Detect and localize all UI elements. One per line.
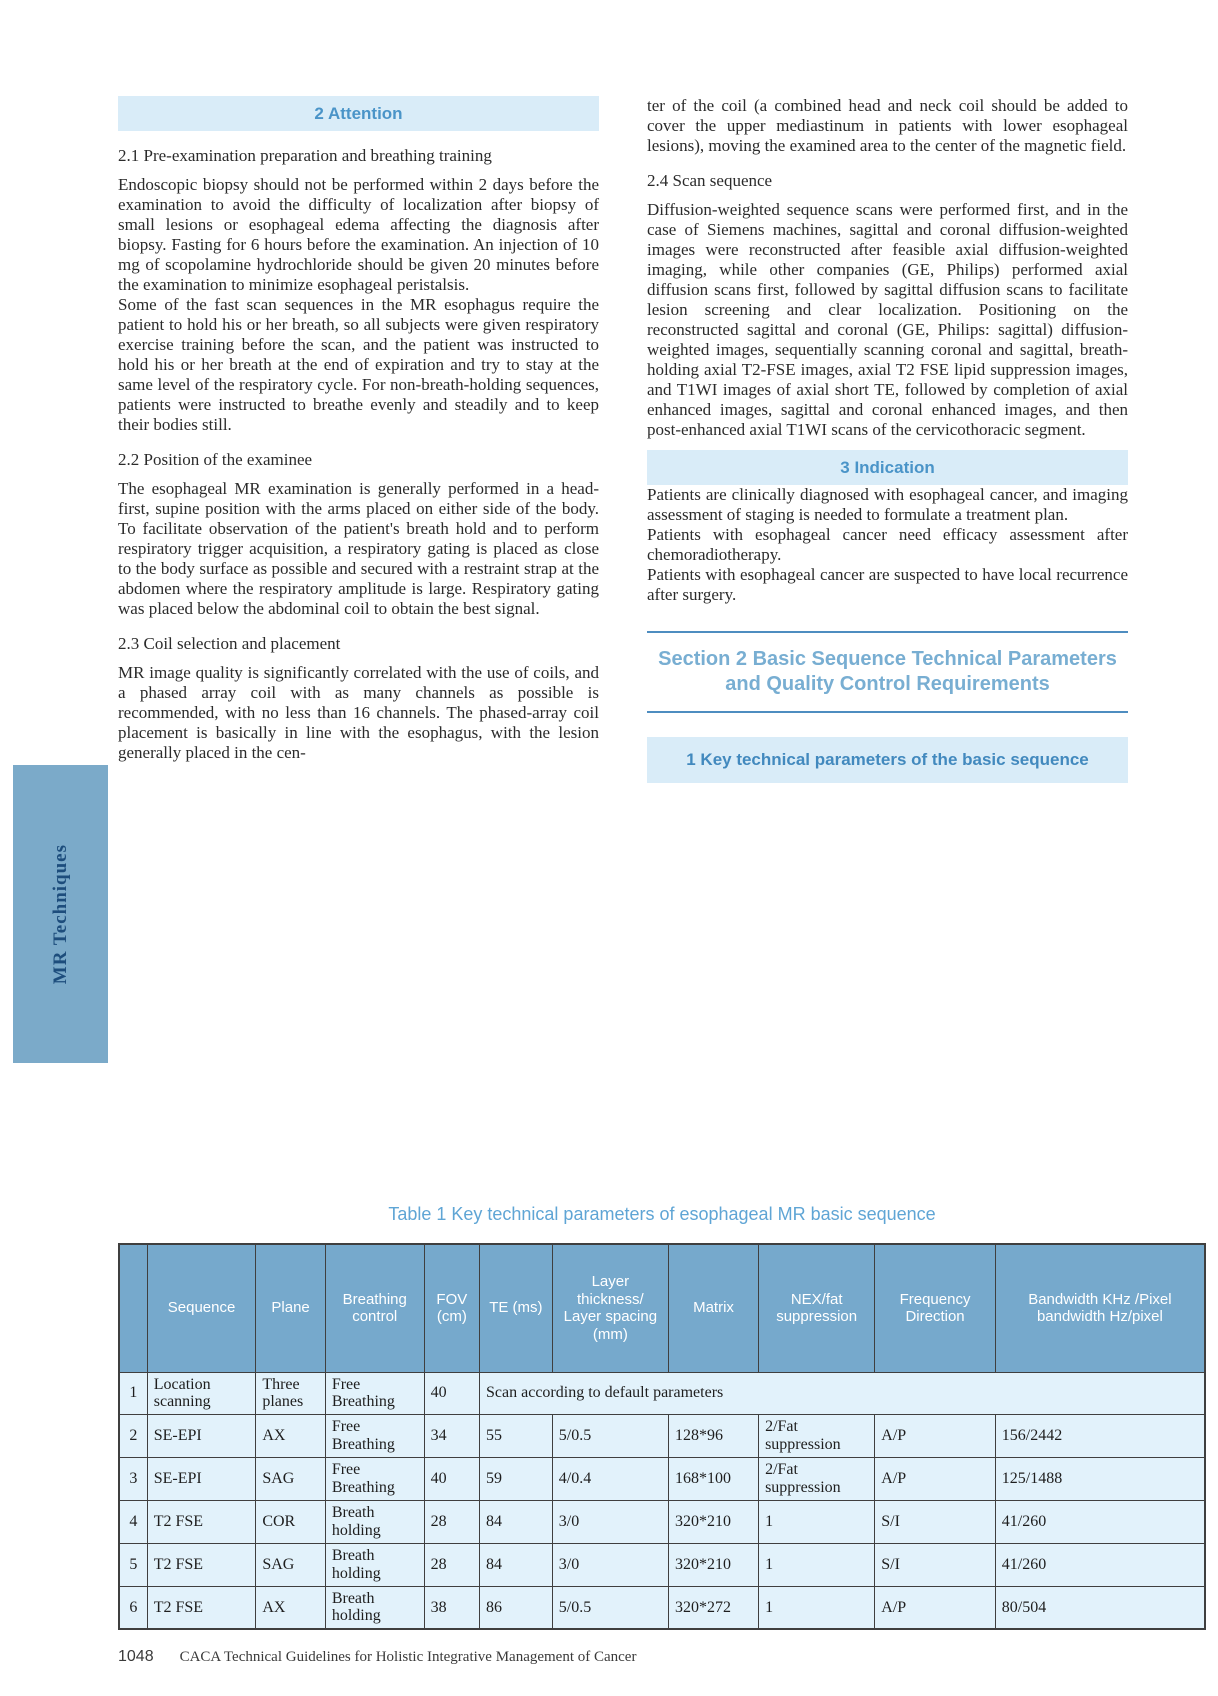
- table-cell: Breath holding: [325, 1543, 424, 1586]
- table-cell: A/P: [875, 1458, 996, 1501]
- table-cell: 125/1488: [995, 1458, 1205, 1501]
- table-cell: 320*210: [668, 1500, 758, 1543]
- paragraph: Patients are clinically diagnosed with esophageal cancer, and imaging assessment of staging is needed to formulate a treatment plan.: [647, 485, 1128, 525]
- table-cell: 86: [480, 1586, 553, 1629]
- section-2-title: Section 2 Basic Sequence Technical Parameters and Quality Control Requirements: [658, 648, 1117, 696]
- table-cell: SE-EPI: [147, 1458, 256, 1501]
- table-cell: Location scanning: [147, 1372, 256, 1415]
- section-2-2-heading: 2.2 Position of the examinee: [118, 450, 313, 470]
- table-row: [119, 1458, 1205, 1501]
- table-cell: 28: [424, 1500, 479, 1543]
- table-cell: 3/0: [552, 1500, 668, 1543]
- parameters-table: [118, 1243, 1206, 1630]
- section-2-3-heading: 2.3 Coil selection and placement: [118, 634, 341, 654]
- table-header-row: [119, 1244, 1205, 1372]
- paragraph: MR image quality is significantly correlated with the use of coils, and a phased array coil with as many channels as possible is recommended, with no less than 16 channels. The phased-array coil placement is basically in line with the esophagus, with the lesion generally placed in the cen-: [118, 663, 599, 763]
- table-cell: 5/0.5: [552, 1415, 668, 1458]
- paragraph: The esophageal MR examination is generally performed in a head-first, supine position with the arms placed on either side of the body. To facilitate observation of the patient's breath hold and to perform respiratory trigger acquisition, a respiratory gating is placed as close to the body surface as possible and secured with a restraint strap at the abdomen where the respiratory amplitude is large. Respiratory gating was placed below the abdominal coil to obtain the best signal.: [118, 479, 599, 619]
- sidebar-label: MR Techniques: [49, 843, 71, 985]
- table-cell: 34: [424, 1415, 479, 1458]
- table-cell: AX: [256, 1415, 326, 1458]
- table-cell: 1: [759, 1586, 875, 1629]
- footer-running-title: CACA Technical Guidelines for Holistic Integrative Management of Cancer: [179, 1649, 637, 1665]
- table-cell: 128*96: [668, 1415, 758, 1458]
- paragraph: Patients with esophageal cancer need efficacy assessment after chemoradiotherapy.: [647, 525, 1128, 565]
- table-cell: 2/Fat suppression: [759, 1415, 875, 1458]
- table-cell: 1: [759, 1543, 875, 1586]
- table-cell: 320*210: [668, 1543, 758, 1586]
- two-column-content: [118, 96, 1128, 1204]
- table-section: [118, 1204, 1206, 1630]
- attention-heading: 2 Attention: [118, 96, 599, 131]
- table-cell: 40: [424, 1458, 479, 1501]
- page-number: 1048: [118, 1648, 154, 1665]
- table-cell: 41/260: [995, 1543, 1205, 1586]
- sidebar-tab: [13, 765, 108, 1063]
- table-cell: AX: [256, 1586, 326, 1629]
- table-cell: 40: [424, 1372, 479, 1415]
- table-cell-row-number: 5: [119, 1543, 147, 1586]
- right-column: [647, 96, 1128, 1204]
- table-header-cell: Plane: [256, 1244, 326, 1372]
- table-cell-row-number: 4: [119, 1500, 147, 1543]
- table-cell: 38: [424, 1586, 479, 1629]
- key-parameters-heading: 1 Key technical parameters of the basic sequence: [647, 737, 1128, 782]
- page-footer: [118, 1648, 1118, 1666]
- table-cell-row-number: 3: [119, 1458, 147, 1501]
- table-cell: 59: [480, 1458, 553, 1501]
- table-cell: T2 FSE: [147, 1586, 256, 1629]
- table-cell: 55: [480, 1415, 553, 1458]
- table-cell: SAG: [256, 1458, 326, 1501]
- table-cell: Breath holding: [325, 1500, 424, 1543]
- table-row: [119, 1586, 1205, 1629]
- table-cell: Free Breathing: [325, 1415, 424, 1458]
- table-header-cell: [119, 1244, 147, 1372]
- table-row: [119, 1415, 1205, 1458]
- paragraph: Patients with esophageal cancer are suspected to have local recurrence after surgery.: [647, 565, 1128, 605]
- table-row: [119, 1543, 1205, 1586]
- table-cell: 5/0.5: [552, 1586, 668, 1629]
- section-2-1-heading: 2.1 Pre-examination preparation and breathing training: [118, 146, 492, 166]
- table-cell: 4/0.4: [552, 1458, 668, 1501]
- table-cell-row-number: 2: [119, 1415, 147, 1458]
- table-row: [119, 1500, 1205, 1543]
- table-cell-row-number: 6: [119, 1586, 147, 1629]
- table-cell: 80/504: [995, 1586, 1205, 1629]
- paragraph: ter of the coil (a combined head and neck coil should be added to cover the upper mediastinum in patients with lower esophageal lesions), moving the examined area to the center of the magnetic field.: [647, 96, 1128, 155]
- table-header-cell: Matrix: [668, 1244, 758, 1372]
- table-cell: 41/260: [995, 1500, 1205, 1543]
- table-header-cell: Sequence: [147, 1244, 256, 1372]
- table-cell: S/I: [875, 1500, 996, 1543]
- indication-heading: 3 Indication: [647, 450, 1128, 485]
- table-cell: SE-EPI: [147, 1415, 256, 1458]
- table-cell: 28: [424, 1543, 479, 1586]
- table-cell: Breath holding: [325, 1586, 424, 1629]
- paragraph: Endoscopic biopsy should not be performed within 2 days before the examination to avoid the difficulty of localization after biopsy of small lesions or esophageal edema affecting the diagnosis after biopsy. Fasting for 6 hours before the examination. An injection of 10 mg of scopolamine hydrochloride should be given 20 minutes before the examination to minimize esophageal peristalsis.: [118, 175, 599, 295]
- table-cell: A/P: [875, 1586, 996, 1629]
- table-cell: 84: [480, 1500, 553, 1543]
- table-cell-merged: Scan according to default parameters: [480, 1372, 1205, 1415]
- table-header-cell: Layer thickness/ Layer spacing (mm): [552, 1244, 668, 1372]
- section-2-title-block: [647, 631, 1128, 713]
- table-cell: 3/0: [552, 1543, 668, 1586]
- table-title: Table 1 Key technical parameters of esophageal MR basic sequence: [388, 1204, 936, 1224]
- paragraph: Some of the fast scan sequences in the MR esophagus require the patient to hold his or her breath, so all subjects were given respiratory exercise training before the scan, and the patient was instructed to hold his or her breath at the end of expiration and try to stay at the same level of the respiratory cycle. For non-breath-holding sequences, patients were instructed to breathe evenly and steadily and to keep their bodies still.: [118, 295, 599, 435]
- table-cell: 168*100: [668, 1458, 758, 1501]
- table-cell: A/P: [875, 1415, 996, 1458]
- table-cell: Free Breathing: [325, 1458, 424, 1501]
- table-cell: 156/2442: [995, 1415, 1205, 1458]
- table-cell-row-number: 1: [119, 1372, 147, 1415]
- table-cell: T2 FSE: [147, 1500, 256, 1543]
- table-cell: Three planes: [256, 1372, 326, 1415]
- table-header-cell: TE (ms): [480, 1244, 553, 1372]
- table-cell: SAG: [256, 1543, 326, 1586]
- table-header-cell: NEX/fat suppression: [759, 1244, 875, 1372]
- table-header-cell: FOV (cm): [424, 1244, 479, 1372]
- table-cell: COR: [256, 1500, 326, 1543]
- table-cell: Free Breathing: [325, 1372, 424, 1415]
- table-cell: 84: [480, 1543, 553, 1586]
- table-cell: 1: [759, 1500, 875, 1543]
- table-header-cell: Bandwidth KHz /Pixel bandwidth Hz/pixel: [995, 1244, 1205, 1372]
- table-row: [119, 1372, 1205, 1415]
- table-cell: S/I: [875, 1543, 996, 1586]
- left-column: [118, 96, 599, 1204]
- table-cell: T2 FSE: [147, 1543, 256, 1586]
- paragraph: Diffusion-weighted sequence scans were performed first, and in the case of Siemens machines, sagittal and coronal diffusion-weighted images were reconstructed after feasible axial diffusion-weighted imaging, while other companies (GE, Philips) performed axial diffusion scans first, followed by sagittal diffusion scans to facilitate lesion screening and clear localization. Positioning on the reconstructed sagittal and coronal (GE, Philips: sagittal) diffusion-weighted images, sequentially scanning coronal and sagittal, breath-holding axial T2-FSE images, axial T2 FSE lipid suppression images, and T1WI images of axial short TE, followed by completion of axial enhanced images, sagittal and coronal enhanced images, and then post-enhanced axial T1WI scans of the cervicothoracic segment.: [647, 200, 1128, 439]
- section-2-4-heading: 2.4 Scan sequence: [647, 171, 773, 190]
- table-cell: 320*272: [668, 1586, 758, 1629]
- table-cell: 2/Fat suppression: [759, 1458, 875, 1501]
- table-header-cell: Breathing control: [325, 1244, 424, 1372]
- table-header-cell: Frequency Direction: [875, 1244, 996, 1372]
